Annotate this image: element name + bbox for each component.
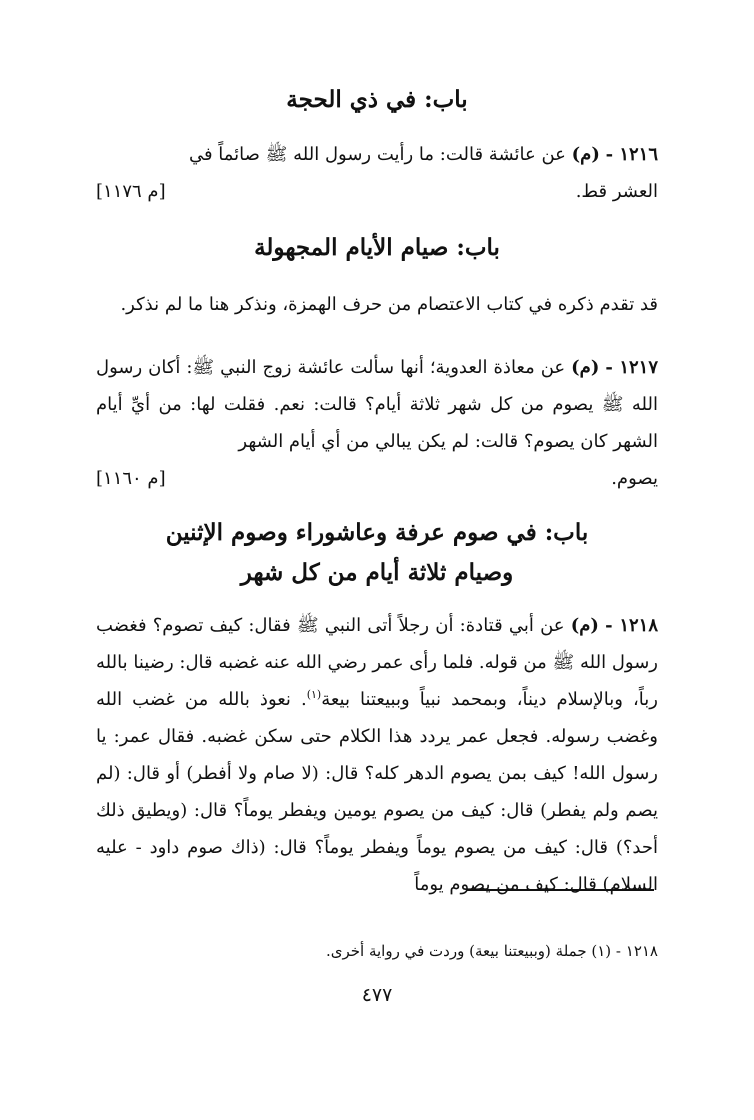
hadith-text-part-1: عن أبي قتادة: أن رجلاً أتى النبي ﷺ فقال: كيف تصوم؟ فغضب رسول الله ﷺ من قوله. فلما رأى عمر رضي الله عنه غضبه قال: رضينا بالله رباً، وبالإسلام ديناً، وبمحمد نبياً وببيعتنا بيعة — [96, 615, 658, 710]
source-code: (م) — [571, 144, 600, 165]
hadith-text: عن معاذة العدوية؛ أنها سألت عائشة زوج النبي ﷺ: أكان رسول الله ﷺ يصوم من كل شهر ثلاثة أيام؟ قالت: نعم. فقلت لها: من أيِّ أيام الشهر كان يصوم؟ قالت: لم يكن يبالي من أي أيام الشهر — [96, 357, 658, 452]
hadith-text: عن عائشة قالت: ما رأيت رسول الله ﷺ صائماً في — [188, 144, 566, 165]
hadith-1216-last-line — [96, 173, 658, 210]
hadith-1217-last-line — [96, 460, 658, 497]
hadith-reference: [م ١١٧٦] — [96, 181, 166, 202]
hadith-1218 — [96, 607, 658, 903]
chapter-heading-dhi-alhijja: باب: في ذي الحجة — [286, 86, 468, 113]
hadith-reference: [م ١١٦٠] — [96, 468, 166, 489]
hadith-1217 — [96, 349, 658, 460]
footnote-marker: (١) — [306, 688, 322, 701]
page-number: ٤٧٧ — [361, 984, 393, 1006]
footnote-separator — [466, 889, 654, 891]
source-code: (م) — [571, 357, 600, 378]
hadith-text-part-2: . نعوذ بالله من غضب الله وغضب رسوله. فجعل عمر يردد هذا الكلام حتى سكن غضبه. فقال عمر: يا رسول الله! كيف بمن يصوم الدهر كله؟ قال: (لا صام ولا أفطر) أو قال: (لم يصم ولم يفطر) قال: كيف من يصوم يومين ويفطر يوماً؟ قال: (ويطيق ذلك أحد؟) قال: كيف من يصوم يوماً ويفطر يوماً؟ قال: (ذاك صوم داود - عليه السلام) قال: كيف من يصوم يوماً — [96, 689, 658, 895]
hadith-closing-text: يصوم. — [611, 468, 658, 489]
hadith-closing-text: العشر قط. — [575, 181, 658, 202]
hadith-number: ١٢١٦ - — [605, 144, 658, 165]
chapter-heading-siyam-majhula: باب: صيام الأيام المجهولة — [254, 234, 500, 261]
main-text-block — [96, 82, 658, 903]
hadith-number: ١٢١٧ - — [605, 357, 658, 378]
chapter-heading-arafa — [96, 513, 658, 593]
hadith-number: ١٢١٨ - — [605, 615, 658, 636]
source-code: (م) — [570, 615, 599, 636]
chapter-heading-line-1: باب: في صوم عرفة وعاشوراء وصوم الإثنين — [165, 519, 589, 546]
hadith-1216 — [96, 136, 658, 173]
footnote-text: ١٢١٨ - (١) جملة (وببيعتنا بيعة) وردت في رواية أخرى. — [325, 942, 658, 960]
chapter-intro-text: قد تقدم ذكره في كتاب الاعتصام من حرف الهمزة، ونذكر هنا ما لم نذكر. — [120, 294, 658, 315]
chapter-heading-line-2: وصيام ثلاثة أيام من كل شهر — [240, 559, 514, 586]
